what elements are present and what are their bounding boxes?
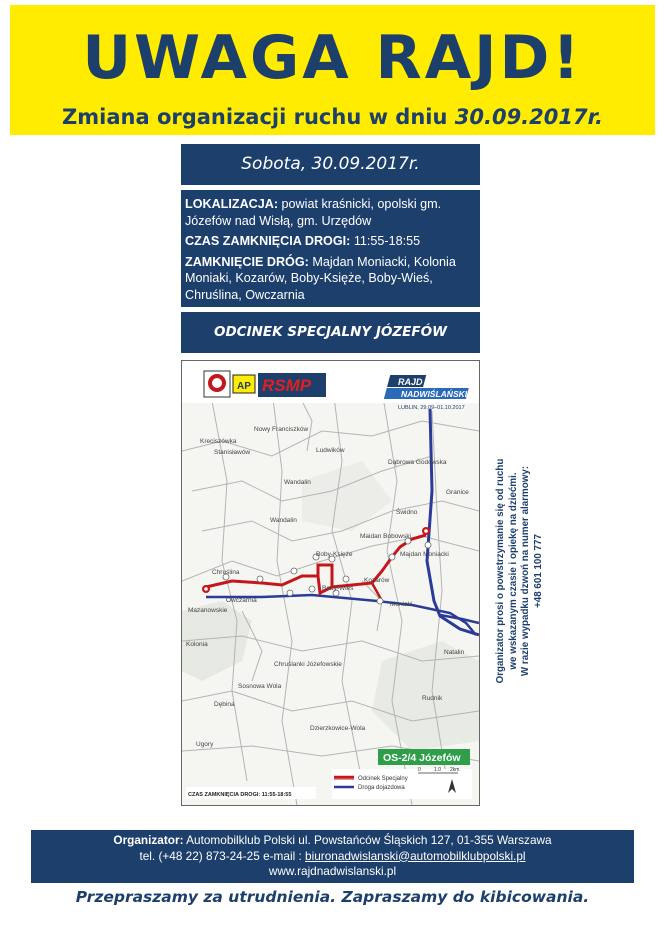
place-label: Wandalin	[270, 517, 297, 524]
place-label: Granice	[446, 489, 469, 496]
place-label: Boby-Wieś	[322, 585, 354, 592]
place-label: Kozarów	[364, 577, 390, 584]
organizer-line	[31, 833, 634, 849]
contact-line	[31, 849, 634, 865]
place-label: Majdan Moniacki	[400, 551, 449, 558]
place-label: Świdno	[396, 509, 418, 516]
rally-logo	[384, 369, 478, 411]
place-label: Mazanowskie	[188, 607, 228, 614]
scale-1: 1.0	[434, 767, 441, 773]
location-value: powiat kraśnicki, opolski gm. Józefów nad Wisłą, gm. Urzędów	[185, 197, 442, 228]
vertical-note-line4: +48 601 100 777	[532, 534, 544, 608]
info-box	[181, 190, 480, 307]
legend-special-stage: Odcinek Specjalny	[358, 776, 408, 782]
rally-logo-line1: RAJD	[398, 377, 423, 387]
place-label: Chruślina	[212, 569, 240, 576]
rally-logo-line2: NADWIŚLAŃSKI	[401, 389, 468, 399]
closures-label: ZAMKNIĘCIE DRÓG:	[185, 254, 309, 269]
stage-box	[181, 312, 480, 353]
place-label: Nowy Franciszków	[254, 426, 309, 433]
header-banner	[10, 5, 655, 135]
legend-access-road: Droga dojazdowa	[358, 785, 405, 791]
place-label: Dąbrowa Godowska	[388, 459, 447, 466]
map-closure-strip: CZAS ZAMKNIĘCIA DROGI: 11:55-18:55	[188, 792, 292, 798]
location-line	[185, 196, 476, 229]
place-label: Boby-Księże	[316, 551, 353, 558]
date-text: Sobota, 30.09.2017r.	[241, 154, 420, 174]
place-label: Maidan Bobowski	[360, 533, 411, 540]
closures-value: Majdan Moniacki, Kolonia Moniaki, Kozarów, Boby-Księże, Boby-Wieś, Chruślina, Owczarnia	[185, 254, 456, 302]
place-label: Rudnik	[422, 695, 443, 702]
apology-text: Przepraszamy za utrudnienia. Zapraszamy do kibicowania.	[75, 888, 590, 906]
place-label: Dzierzkowice-Wola	[310, 725, 366, 732]
page-subtitle	[10, 105, 655, 129]
place-label: Moniaki	[390, 601, 413, 608]
organizer-website-link[interactable]: www.rajdnadwislanski.pl	[268, 864, 397, 878]
place-label: Wandalin	[284, 479, 311, 486]
subtitle-date: 30.09.2017r.	[454, 105, 603, 129]
vertical-note-line2: we wskazanym czasie i opiekę na dziećmi.	[507, 472, 519, 670]
place-label: Stanisławów	[214, 449, 251, 456]
place-label: Kolonia	[186, 641, 208, 648]
vertical-note-line1: Organizator prosi o powstrzymanie się od ruchu	[495, 458, 506, 684]
place-label: Ugory	[196, 741, 214, 748]
place-label: Sosnowa Wola	[238, 683, 282, 690]
organizer-phone: tel. (+48 22) 873-24-25 e-mail :	[139, 848, 306, 863]
organizer-box	[31, 830, 634, 883]
place-label: Ludwików	[316, 447, 345, 454]
place-label: Owczarnia	[226, 597, 257, 604]
place-label: Chruślanki Józefowskie	[274, 661, 342, 668]
map-graphic	[182, 361, 479, 805]
location-label: LOKALIZACJA:	[185, 197, 279, 211]
date-box	[181, 144, 480, 185]
page-title: UWAGA RAJD!	[82, 23, 583, 93]
scale-2: 2km	[450, 767, 460, 773]
rsmp-logo-text: RSMP	[262, 376, 312, 395]
organizer-label: Organizator:	[113, 833, 184, 847]
route-map	[181, 360, 480, 806]
vertical-note	[482, 440, 558, 702]
place-label: Natalin	[444, 649, 465, 656]
subtitle-text: Zmiana organizacji ruchu w dniu	[62, 105, 455, 129]
place-label: Kreciszówka	[200, 438, 237, 445]
closure-time-value: 11:55-18:55	[350, 234, 421, 248]
place-label: Dębina	[214, 701, 235, 708]
stage-label: OS-2/4 Józefów	[383, 752, 461, 764]
stage-title: ODCINEK SPECJALNY JÓZEFÓW	[214, 324, 447, 340]
vertical-note-line3: W razie wypadku dzwoń na numer alarmowy:	[520, 465, 531, 677]
organizer-address: Automobilklub Polski ul. Powstańców Śląskich 127, 01-355 Warszawa	[183, 833, 552, 847]
scale-0: 0	[418, 767, 421, 773]
closure-time-line	[185, 233, 476, 250]
closures-line	[185, 254, 476, 304]
rally-logo-dates: LUBLIN, 29.09–01.10.2017	[398, 405, 465, 411]
organizer-email-link[interactable]: biuronadwislanski@automobilklubpolski.pl	[305, 848, 526, 863]
closure-time-label: CZAS ZAMKNIĘCIA DROGI:	[185, 234, 351, 248]
svg-text:AP: AP	[237, 381, 251, 392]
